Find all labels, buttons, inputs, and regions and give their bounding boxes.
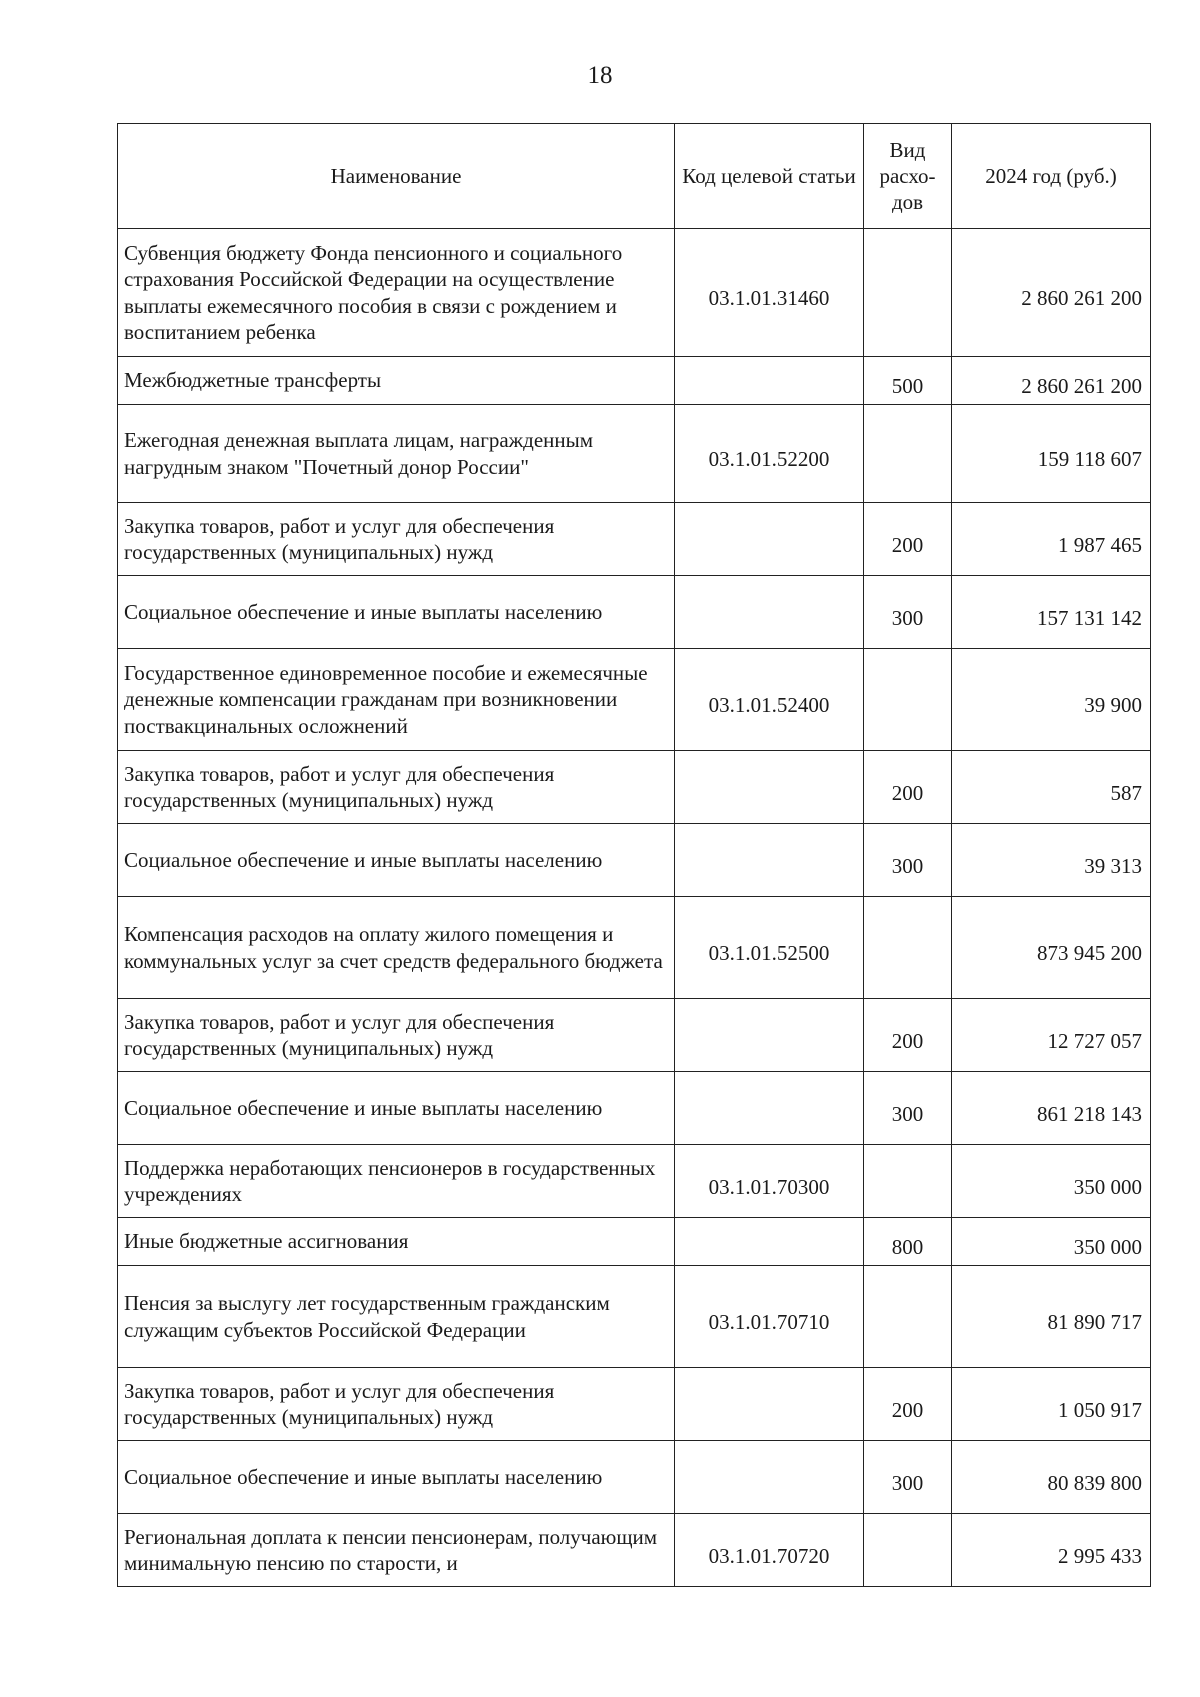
table-header-row [118,124,1151,229]
header-year: 2024 год (руб.) [952,124,1151,229]
row-kind: 800 [864,1218,952,1266]
row-code [675,357,864,405]
header-name: Наименование [118,124,675,229]
row-name: Межбюджетные трансферты [118,357,675,405]
row-code [675,1218,864,1266]
row-amount: 1 050 917 [952,1368,1151,1441]
row-kind [864,1266,952,1368]
row-kind: 300 [864,1441,952,1514]
row-name: Закупка товаров, работ и услуг для обеспечения государственных (муниципальных) нужд [118,751,675,824]
row-amount: 2 995 433 [952,1514,1151,1587]
row-kind [864,405,952,503]
row-kind: 200 [864,751,952,824]
row-name: Ежегодная денежная выплата лицам, награжденным нагрудным знаком "Почетный донор России" [118,405,675,503]
table-row [118,576,1151,649]
row-amount: 350 000 [952,1145,1151,1218]
row-name: Закупка товаров, работ и услуг для обеспечения государственных (муниципальных) нужд [118,503,675,576]
row-name: Социальное обеспечение и иные выплаты населению [118,1441,675,1514]
row-amount: 157 131 142 [952,576,1151,649]
row-name: Иные бюджетные ассигнования [118,1218,675,1266]
row-name: Государственное единовременное пособие и ежемесячные денежные компенсации гражданам при возникновении поствакцинальных осложнений [118,649,675,751]
row-code [675,999,864,1072]
row-kind: 300 [864,576,952,649]
row-amount: 39 900 [952,649,1151,751]
row-kind: 300 [864,824,952,897]
row-amount: 350 000 [952,1218,1151,1266]
row-amount: 12 727 057 [952,999,1151,1072]
row-code [675,1441,864,1514]
row-amount: 80 839 800 [952,1441,1151,1514]
row-code: 03.1.01.52200 [675,405,864,503]
table-row [118,649,1151,751]
row-name: Закупка товаров, работ и услуг для обеспечения государственных (муниципальных) нужд [118,1368,675,1441]
table-row [118,897,1151,999]
row-amount: 1 987 465 [952,503,1151,576]
table-body [118,229,1151,1587]
row-kind [864,229,952,357]
row-name: Поддержка неработающих пенсионеров в государственных учреждениях [118,1145,675,1218]
table-row [118,999,1151,1072]
row-amount: 2 860 261 200 [952,229,1151,357]
table-row [118,229,1151,357]
table-row [118,1266,1151,1368]
row-code [675,1072,864,1145]
table-row [118,1368,1151,1441]
row-amount: 587 [952,751,1151,824]
header-code: Код целевой статьи [675,124,864,229]
table-row [118,1145,1151,1218]
row-amount: 861 218 143 [952,1072,1151,1145]
row-code: 03.1.01.70710 [675,1266,864,1368]
row-name: Социальное обеспечение и иные выплаты населению [118,576,675,649]
row-kind [864,649,952,751]
row-kind: 200 [864,503,952,576]
row-code [675,576,864,649]
table-row [118,357,1151,405]
table-row [118,1514,1151,1587]
row-kind: 300 [864,1072,952,1145]
row-code [675,751,864,824]
row-kind [864,1145,952,1218]
header-kind: Вид расхо-дов [864,124,952,229]
row-code [675,503,864,576]
table-row [118,405,1151,503]
table-row [118,1218,1151,1266]
row-kind [864,897,952,999]
row-kind [864,1514,952,1587]
row-amount: 159 118 607 [952,405,1151,503]
table-row [118,503,1151,576]
row-code: 03.1.01.31460 [675,229,864,357]
row-code [675,1368,864,1441]
row-code: 03.1.01.52500 [675,897,864,999]
budget-table [117,123,1151,1587]
row-name: Субвенция бюджету Фонда пенсионного и социального страхования Российской Федерации на осуществление выплаты ежемесячного пособия в связи с рождением и воспитанием ребенка [118,229,675,357]
page-number: 18 [587,62,613,89]
table-row [118,1072,1151,1145]
row-amount: 2 860 261 200 [952,357,1151,405]
row-amount: 873 945 200 [952,897,1151,999]
row-name: Социальное обеспечение и иные выплаты населению [118,824,675,897]
row-kind: 200 [864,999,952,1072]
row-kind: 200 [864,1368,952,1441]
row-code [675,824,864,897]
row-name: Региональная доплата к пенсии пенсионерам, получающим минимальную пенсию по старости, и [118,1514,675,1587]
row-code: 03.1.01.70300 [675,1145,864,1218]
row-amount: 39 313 [952,824,1151,897]
row-name: Закупка товаров, работ и услуг для обеспечения государственных (муниципальных) нужд [118,999,675,1072]
table-row [118,751,1151,824]
row-code: 03.1.01.70720 [675,1514,864,1587]
row-kind: 500 [864,357,952,405]
row-name: Пенсия за выслугу лет государственным гражданским служащим субъектов Российской Федерации [118,1266,675,1368]
row-code: 03.1.01.52400 [675,649,864,751]
table-row [118,1441,1151,1514]
row-name: Компенсация расходов на оплату жилого помещения и коммунальных услуг за счет средств федерального бюджета [118,897,675,999]
table-row [118,824,1151,897]
row-name: Социальное обеспечение и иные выплаты населению [118,1072,675,1145]
row-amount: 81 890 717 [952,1266,1151,1368]
